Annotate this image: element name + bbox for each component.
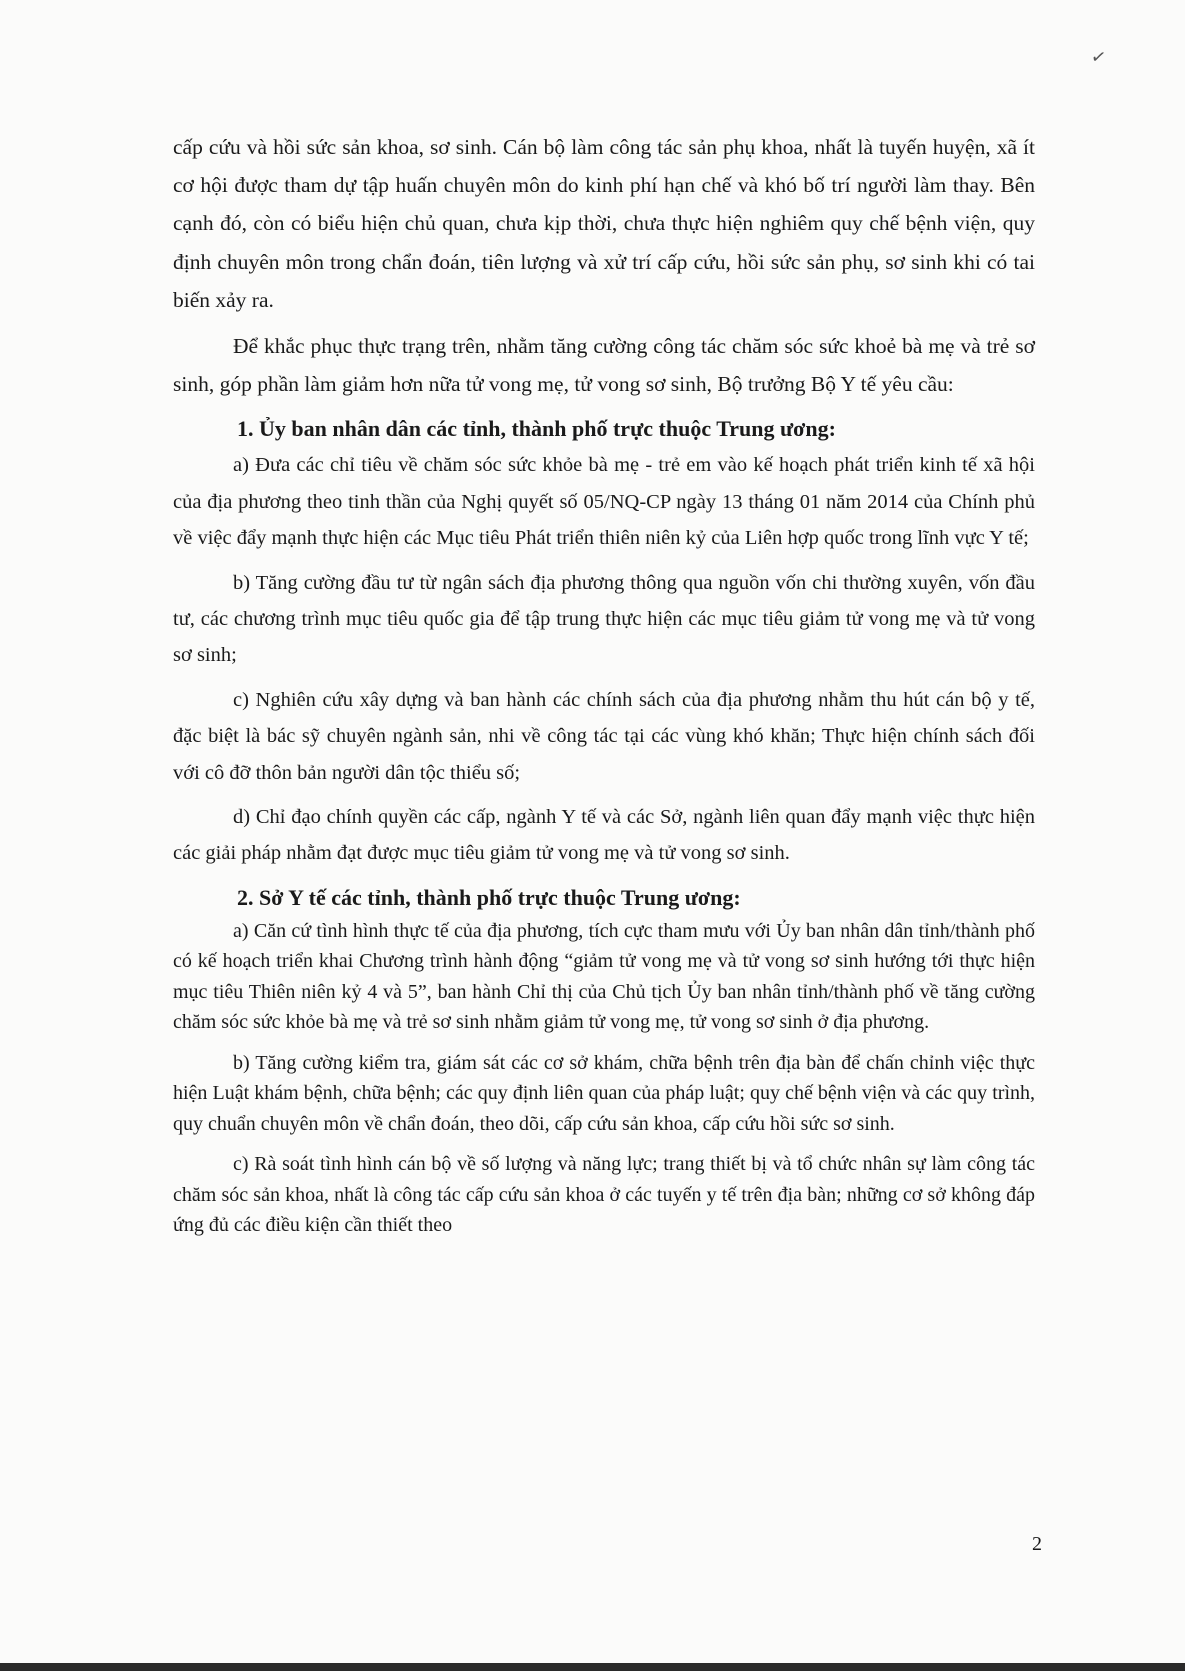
document-body xyxy=(173,128,1035,1241)
section1-item-b: b) Tăng cường đầu tư từ ngân sách địa phương thông qua nguồn vốn chi thường xuyên, vốn đầu tư, các chương trình mục tiêu quốc gia để tập trung thực hiện các mục tiêu giảm tử vong mẹ và tử vong sơ sinh; xyxy=(173,571,1035,667)
section-heading-2: 2. Sở Y tế các tỉnh, thành phố trực thuộc Trung ương: xyxy=(237,884,741,910)
section1-item-d: d) Chỉ đạo chính quyền các cấp, ngành Y tế và các Sở, ngành liên quan đẩy mạnh việc thực hiện các giải pháp nhằm đạt được mục tiêu giảm tử vong mẹ và tử vong sơ sinh. xyxy=(173,806,1035,865)
section1-item-c: c) Nghiên cứu xây dựng và ban hành các chính sách của địa phương nhằm thu hút cán bộ y tế, đặc biệt là bác sỹ chuyên ngành sản, nhi về công tác tại các vùng khó khăn; Thực hiện chính sách đối với cô đỡ thôn bản người dân tộc thiểu số; xyxy=(173,688,1035,784)
section-heading-1: 1. Ủy ban nhân dân các tỉnh, thành phố trực thuộc Trung ương: xyxy=(237,416,836,442)
scan-bottom-edge xyxy=(0,1663,1185,1671)
paragraph-request: Để khắc phục thực trạng trên, nhằm tăng cường công tác chăm sóc sức khoẻ bà mẹ và trẻ sơ sinh, góp phần làm giảm hơn nữa tử vong mẹ, tử vong sơ sinh, Bộ trưởng Bộ Y tế yêu cầu: xyxy=(173,334,1035,397)
section2-item-c: c) Rà soát tình hình cán bộ về số lượng và năng lực; trang thiết bị và tổ chức nhân sự làm công tác chăm sóc sản khoa, nhất là công tác cấp cứu sản khoa ở các tuyến y tế trên địa bàn; những cơ sở không đáp ứng đủ các điều kiện cần thiết theo xyxy=(173,1153,1035,1237)
page-number: 2 xyxy=(1032,1533,1042,1555)
section2-item-a: a) Căn cứ tình hình thực tế của địa phương, tích cực tham mưu với Ủy ban nhân dân tỉnh/thành phố có kế hoạch triển khai Chương trình hành động “giảm tử vong mẹ và tử vong sơ sinh hướng tới thực hiện mục tiêu Thiên niên kỷ 4 và 5”, ban hành Chỉ thị của Chủ tịch Ủy ban nhân tỉnh/thành phố về tăng cường chăm sóc sức khỏe bà mẹ và trẻ sơ sinh nhằm giảm tử vong mẹ, tử vong sơ sinh ở địa phương. xyxy=(173,919,1035,1034)
paragraph-intro: cấp cứu và hồi sức sản khoa, sơ sinh. Cán bộ làm công tác sản phụ khoa, nhất là tuyến huyện, xã ít cơ hội được tham dự tập huấn chuyên môn do kinh phí hạn chế và khó bố trí người làm thay. Bên cạnh đó, còn có biểu hiện chủ quan, chưa kịp thời, chưa thực hiện nghiêm quy chế bệnh viện, quy định chuyên môn trong chẩn đoán, tiên lượng và xử trí cấp cứu, hồi sức sản phụ, sơ sinh khi có tai biến xảy ra. xyxy=(173,135,1035,312)
section1-item-a: a) Đưa các chỉ tiêu về chăm sóc sức khỏe bà mẹ - trẻ em vào kế hoạch phát triển kinh tế xã hội của địa phương theo tinh thần của Nghị quyết số 05/NQ-CP ngày 13 tháng 01 năm 2014 của Chính phủ về việc đẩy mạnh thực hiện các Mục tiêu Phát triển thiên niên kỷ của Liên hợp quốc trong lĩnh vực Y tế; xyxy=(173,454,1035,550)
scan-check-mark: ✓ xyxy=(1089,45,1108,69)
section2-item-b: b) Tăng cường kiểm tra, giám sát các cơ sở khám, chữa bệnh trên địa bàn để chấn chỉnh việc thực hiện Luật khám bệnh, chữa bệnh; các quy định liên quan của pháp luật; quy chế bệnh viện và các quy trình, quy chuẩn chuyên môn về chẩn đoán, theo dõi, cấp cứu sản khoa, cấp cứu hồi sức sơ sinh. xyxy=(173,1051,1035,1135)
